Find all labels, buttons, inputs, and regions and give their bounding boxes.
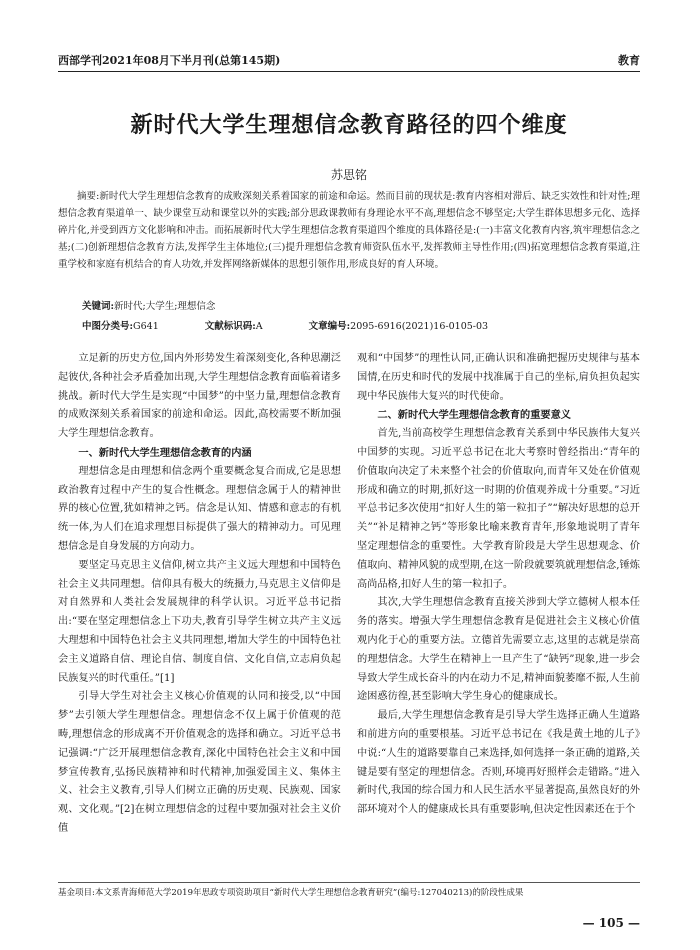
article-no-label: 文章编号:: [308, 321, 351, 332]
article-no-field: [309, 318, 488, 332]
body-paragraph: 引导大学生对社会主义核心价值观的认同和接受,以“中国梦”去引领大学生理想信念。理想信念不仅上属于价值观的范畴,理想信念的形成离不开价值观念的选择和确立。习近平总书记强调:“广泛开展理想信念教育,深化中国特色社会主义和中国梦宣传教育,弘扬民族精神和时代精神,加强爱国主义、集体主义、社会主义教育,引导人们树立正确的历史观、民族观、国家观、文化观。”[2]在树立理想信念的过程中要加强对社会主义价值: [58, 691, 341, 834]
keywords-line: [82, 298, 640, 312]
section-heading: 二、新时代大学生理想信念教育的重要意义: [377, 409, 571, 422]
article-no-value: 2095-6916(2021)16-0105-03: [350, 321, 489, 332]
body-paragraph: 首先,当前高校学生理想信念教育关系到中华民族伟大复兴中国梦的实现。习近平总书记在北大考察时曾经指出:“青年的价值取向决定了未来整个社会的价值取向,而青年又处在价值观形成和确立的时期,抓好这一时期的价值观养成十分重要。”习近平总书记多次使用“扣好人生的第一粒扣子”“解决好思想的总开关”“补足精神之钙”等形象比喻来教育青年,形象地说明了青年坚定理想信念的重要性。大学教育阶段是大学生思想观念、价值取向、精神风貌的成型期,在这一阶段就要筑就理想信念,锤炼高尚品格,扣好人生的第一粒扣子。: [357, 428, 640, 590]
page-number: — 105 —: [582, 916, 640, 930]
clc-field: [82, 318, 159, 332]
keywords-value: 新时代;大学生;理想信念: [114, 301, 216, 312]
keywords-label: 关键词:: [82, 301, 115, 312]
running-header: [58, 48, 640, 72]
abstract: 摘要:新时代大学生理想信念教育的成败深刻关系着国家的前途和命运。然而目前的现状是:教育内容相对滞后、缺乏实效性和针对性;理想信念教育渠道单一、缺少课堂互动和课堂以外的实践;部分思政课教师有身理论水平不高,理想信念不够坚定;大学生群体思想多元化、选择碎片化,并受到西方文化影响和冲击。而拓展新时代大学生理想信念教育渠道四个维度的具体路径是:(一)丰富文化教育内容,筑牢理想信念之基;(二)创新理想信念教育方法,发挥学生主体地位;(三)提升理想信念教育师资队伍水平,发挥教师主导性作用;(四)拓宽理想信念教育渠道,注重学校和家庭有机结合的育人功效,并发挥网络新媒体的思想引领作用,形成良好的育人环境。: [58, 191, 640, 270]
doc-code-value: A: [255, 321, 263, 332]
clc-label: 中图分类号:: [82, 321, 134, 332]
funding-footnote: 基金项目:本文系青海师范大学2019年思政专项资助项目“新时代大学生理想信念教育研究”(编号:127040213)的阶段性成果: [58, 882, 640, 900]
right-column: [357, 350, 640, 875]
author-name: 苏思铭: [330, 168, 367, 182]
section-name: 教育: [618, 54, 640, 67]
body-paragraph: 最后,大学生理想信念教育是引导大学生选择正确人生道路和前进方向的重要根基。习近平总书记在《我是黄土地的儿子》中说:“人生的道路要靠自己来选择,如何选择一条正确的道路,关键是要有坚定的理想信念。否则,环境再好照样会走错路。”进入新时代,我国的综合国力和人民生活水平显著提高,虽然良好的外部环境对个人的健康成长具有重要影响,但决定性因素还在于个: [357, 710, 640, 816]
clc-value: G641: [133, 321, 159, 332]
classification-line: [82, 318, 640, 332]
journal-issue: 西部学刊2021年08月下半月刊(总第145期): [58, 54, 281, 67]
section-heading: 一、新时代大学生理想信念教育的内涵: [78, 446, 252, 459]
doc-code-label: 文献标识码:: [204, 321, 256, 332]
body-paragraph: 要坚定马克思主义信仰,树立共产主义远大理想和中国特色社会主义共同理想。信仰具有极大的统摄力,马克思主义信仰是对自然界和人类社会发展规律的科学认识。习近平总书记指出:“要在坚定理想信念上下功夫,教育引导学生树立共产主义远大理想和中国特色社会主义共同理想,增加大学生的中国特色社会主义道路自信、理论自信、制度自信、文化自信,立志肩负起民族复兴的时代重任。”[1]: [58, 559, 341, 684]
body-columns: [58, 350, 640, 875]
article-title: 新时代大学生理想信念教育路径的四个维度: [130, 112, 568, 138]
body-paragraph: 其次,大学生理想信念教育直接关涉到大学立德树人根本任务的落实。增强大学生理想信念教育是促进社会主义核心价值观内化于心的重要方法。立德首先需要立志,这里的志就是崇高的理想信念。大学生在精神上一旦产生了“缺钙”现象,进一步会导致大学生成长奋斗的内在动力不足,精神面貌萎靡不振,人生前途困惑彷徨,甚至影响大学生身心的健康成长。: [357, 597, 640, 703]
body-paragraph: 立足新的历史方位,国内外形势发生着深刻变化,各种思潮泛起彼伏,各种社会矛盾叠加出现,大学生理想信念教育面临着诸多挑战。新时代大学生是实现“中国梦”的中坚力量,理想信念教育的成败深刻关系着国家的前途和命运。因此,高校需要不断加强大学生理想信念教育。: [58, 353, 341, 440]
body-paragraph: 理想信念是由理想和信念两个重要概念复合而成,它是思想政治教育过程中产生的复合性概念。理想信念属于人的精神世界的核心位置,犹如精神之钙。信念是认知、情感和意志的有机统一体,为人们在追求理想目标提供了强大的精神动力。可见理想信念是自身发展的方向动力。: [58, 465, 341, 552]
body-paragraph: 观和“中国梦”的理性认同,正确认识和准确把握历史规律与基本国情,在历史和时代的发展中找准属于自己的坐标,肩负担负起实现中华民族伟大复兴的时代使命。: [357, 353, 640, 402]
left-column: [58, 350, 341, 875]
doc-code-field: [205, 318, 263, 332]
